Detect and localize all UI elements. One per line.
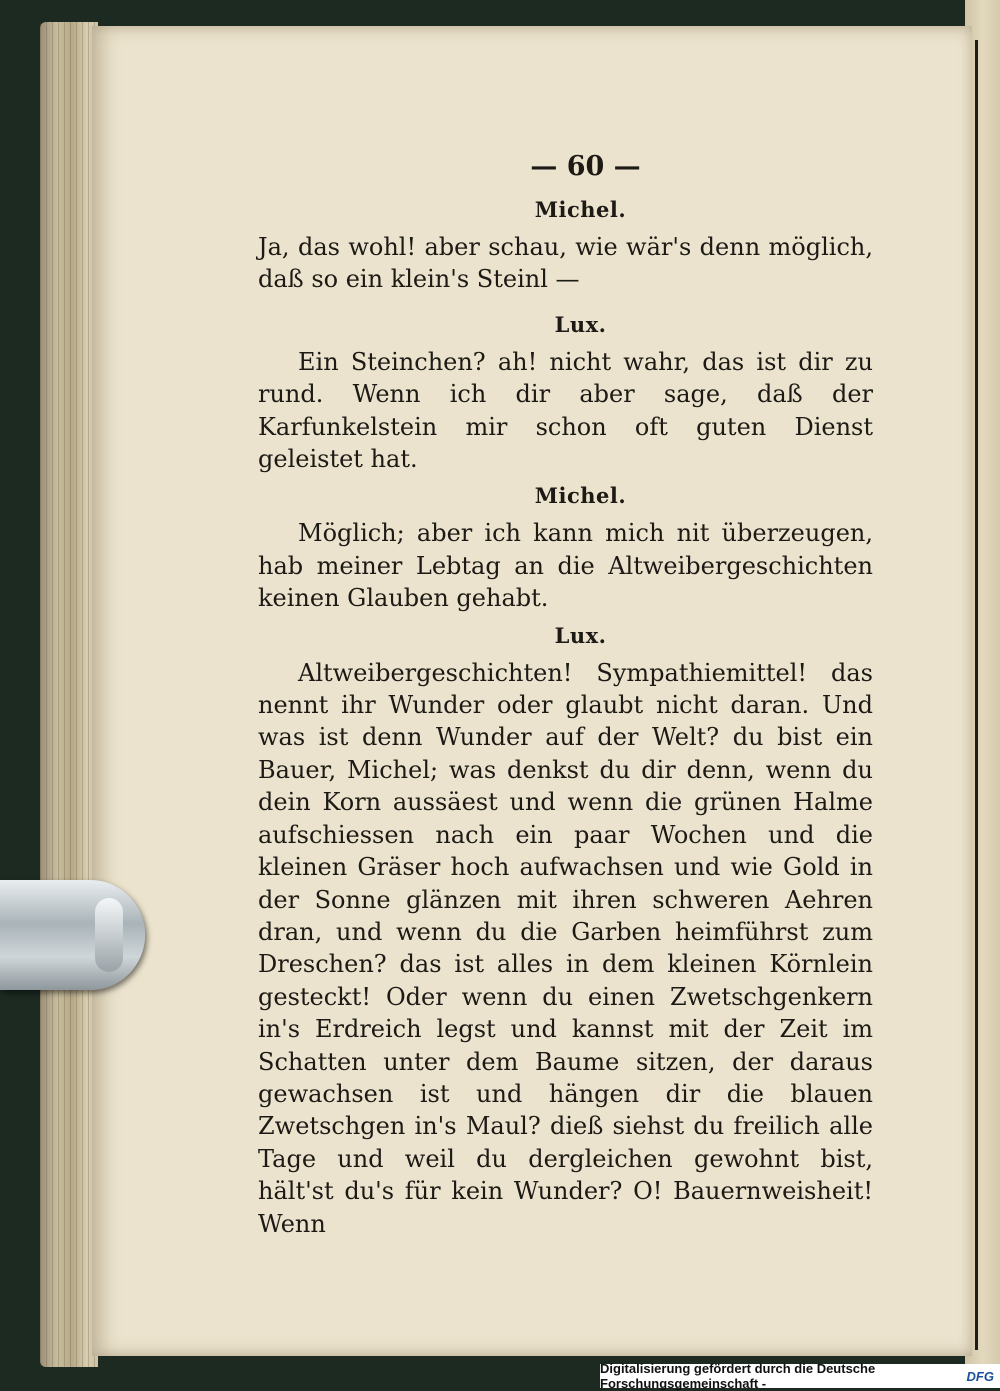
book-page-edges [40,22,98,1367]
speaker-heading: Michel. [534,197,627,222]
dialogue-paragraph: Ja, das wohl! aber schau, wie wär's denn möglich, daß so ein klein's Steinl — [258,233,873,294]
speaker-heading: Lux. [554,311,607,337]
speaker-heading: Michel. [534,483,627,509]
speaker-heading: Lux. [554,622,607,648]
page-edge-shadow [975,40,978,1350]
dialogue-paragraph: Ein Steinchen? ah! nicht wahr, das ist dir zu rund. Wenn ich dir aber sage, daß der Karfunkelstein mir schon oft guten Dienst geleistet hat. [258,347,873,474]
dialogue-paragraph: Altweibergeschichten! Sympathiemittel! das nennt ihr Wunder oder glaubt nicht daran. Und was ist denn Wunder auf der Welt? du bist ein Bauer, Michel; was denkst du dir denn, wenn du dein Korn aussäest und wenn die grünen Halme aufschiessen nach ein paar Wochen und die kleinen Gräser hoch aufwachsen und wie Gold in der Sonne glänzen mit ihren schweren Aehren dran, und wenn du die Garben heimführst zum Dreschen? das ist alles in dem kleinen Körnlein gesteckt! Oder wenn du einen Zwetschgenkern in's Erdreich legst und kannst mit der Zeit im Schatten unter dem Baume sitzen, der daraus gewachsen ist und hängen dir die blauen Zwetschgen in's Maul? dieß siehst du freilich alle Tage und weil du dergleichen gewohnt bist, hält'st du's für kein Wunder? O! Bauernweisheit! Wenn [258,658,873,1238]
page-holder-clip [0,880,145,990]
page-number: — 60 — [530,151,641,182]
funding-notice: Digitalisierung gefördert durch die Deutsche Forschungsgemeinschaft - [600,1361,876,1391]
page-text [258,145,873,1240]
dialogue-paragraph: Möglich; aber ich kann mich nit überzeugen, hab meiner Lebtag an die Altweibergeschichten keinen Glauben gehabt. [258,519,873,613]
dfg-logo: DFG [966,1368,994,1384]
digitization-footer [600,1361,1000,1391]
